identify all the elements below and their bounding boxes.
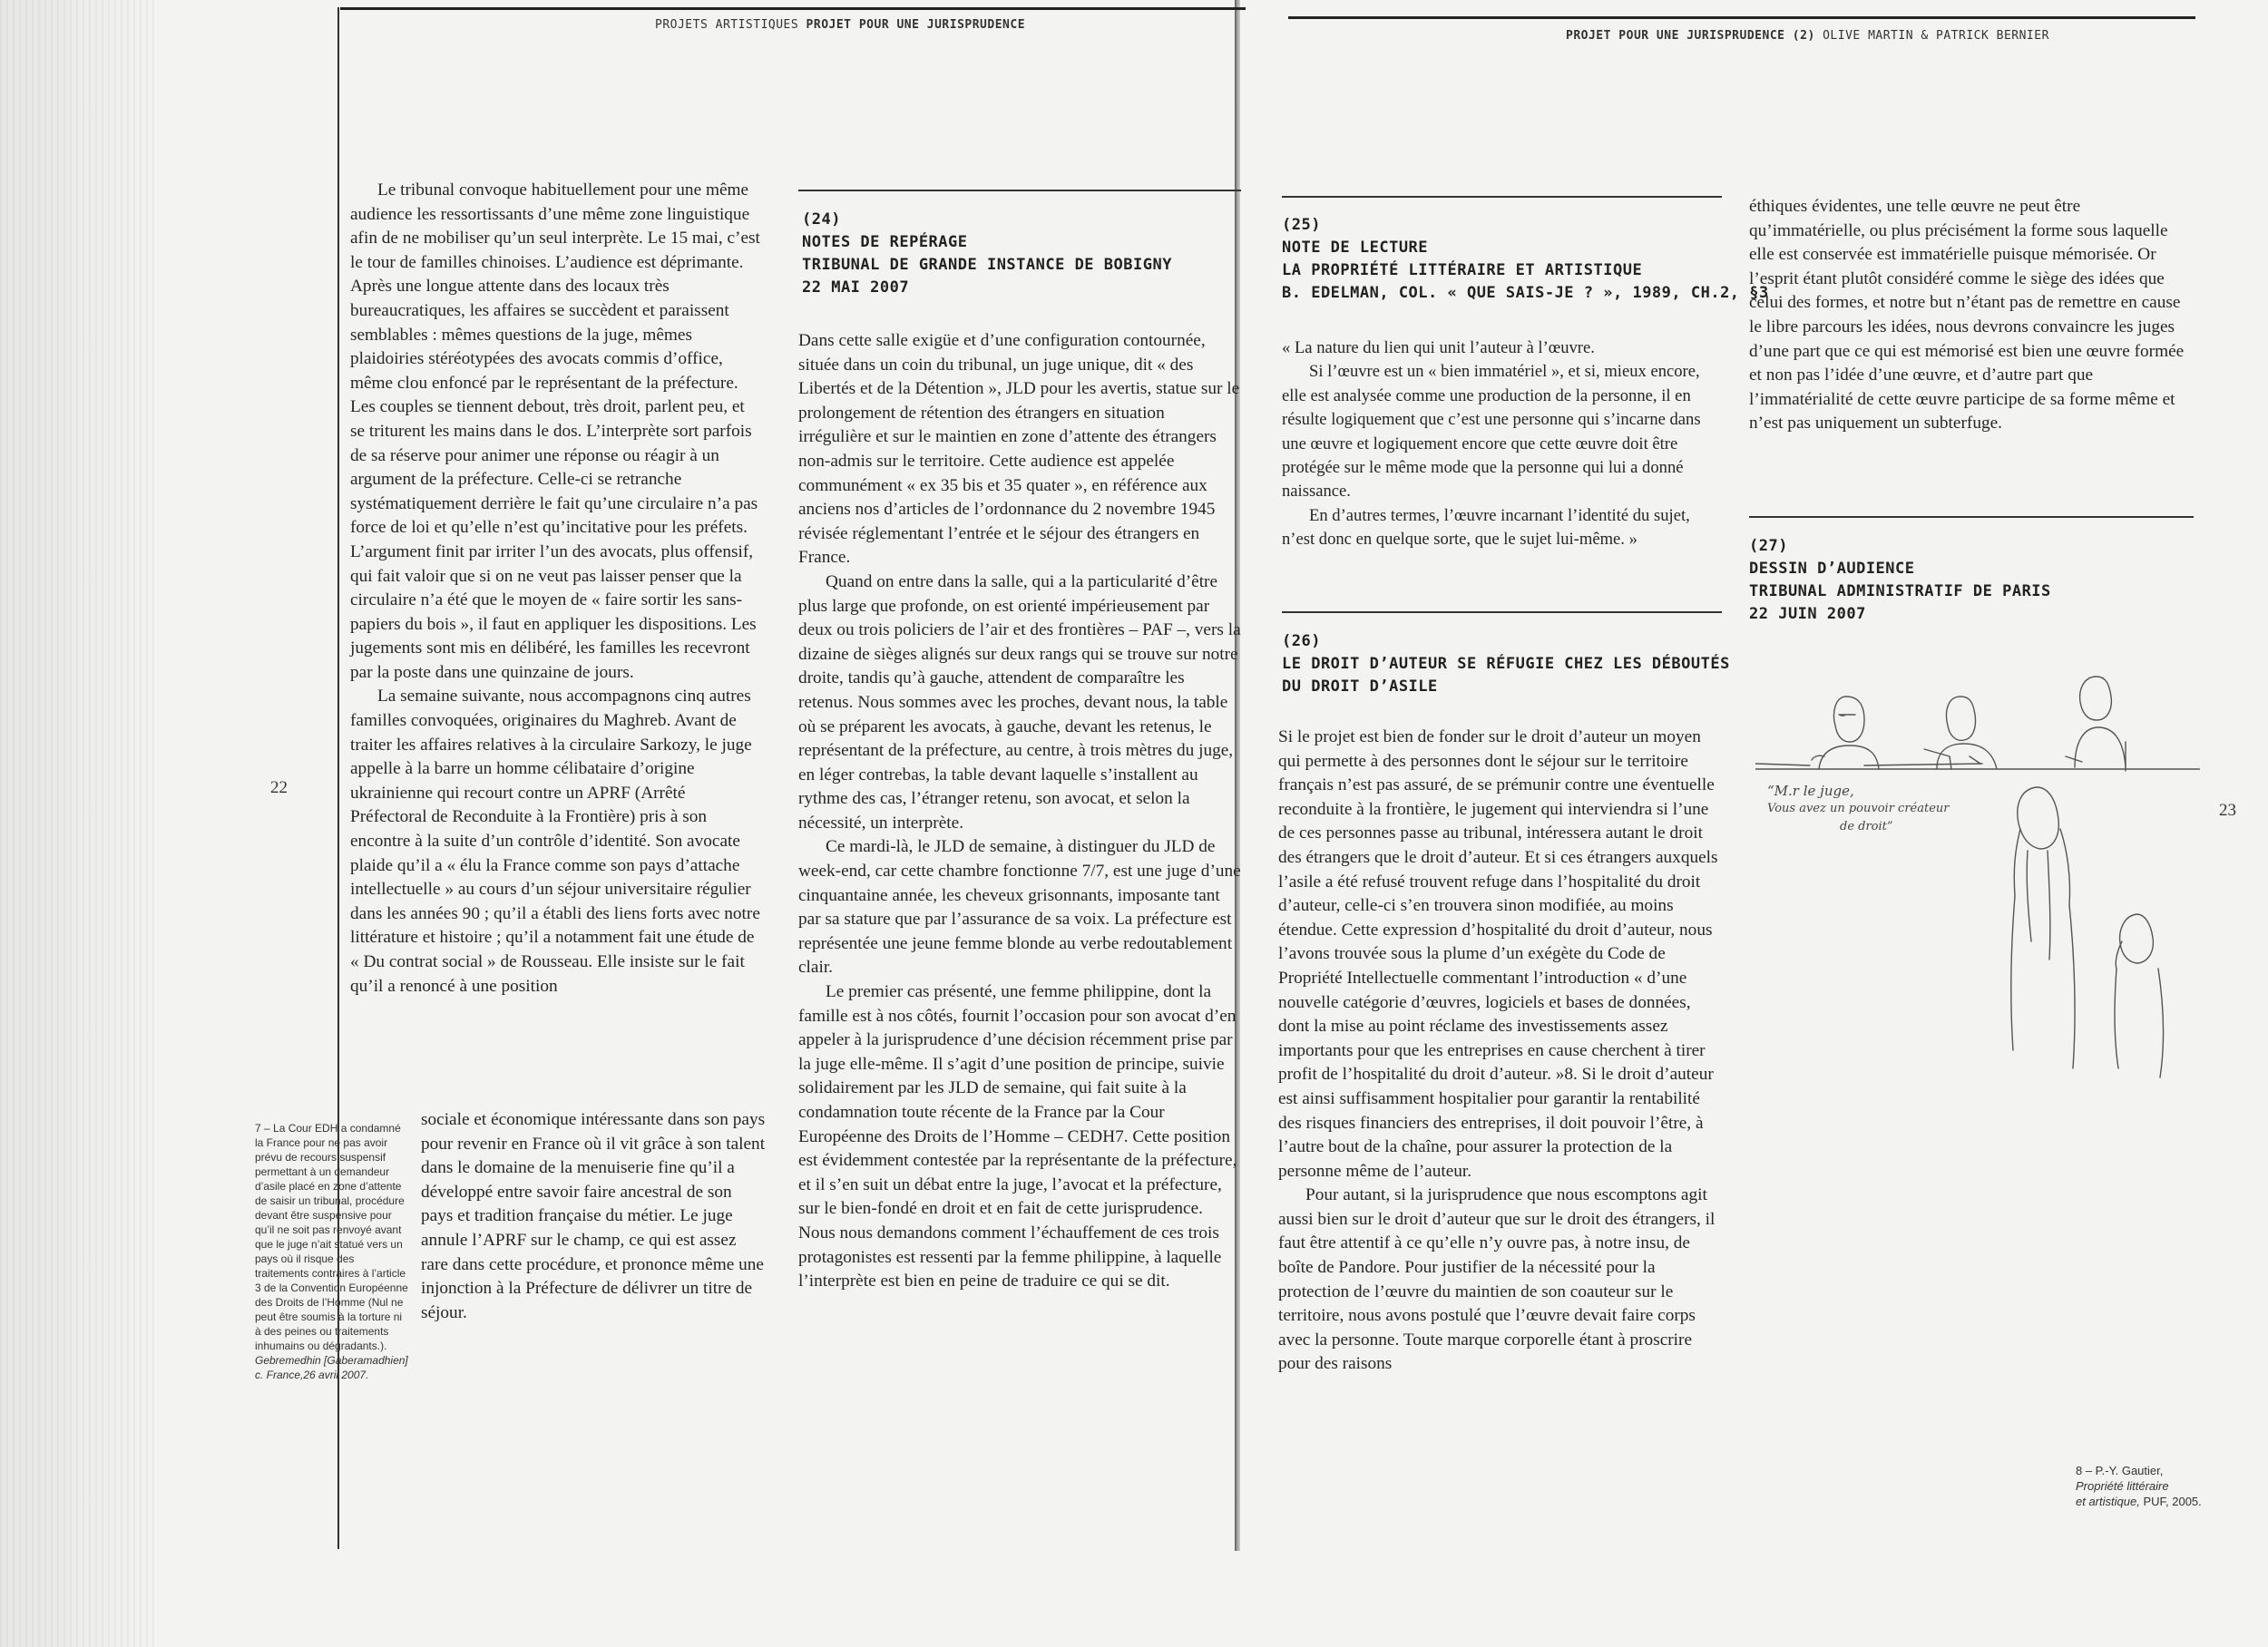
col3-paragraph-1: Si le projet est bien de fonder sur le droit d’auteur un moyen qui permette à des personnes dont le séjour sur le territoire français n’est pas assuré, de se prémunir contre une éventuelle reconduite à la frontière, le jugement qui interviendra si l’une de ces personnes passe au tribunal, intéressera autant le droit des étrangers que le droit d’auteur. Et si ces étrangers auxquels l’asile a été refusé trouvent refuge dans l’hospitalité du droit d’auteur, celle-ci s’en trouvera sinon modifiée, au moins étendue. Cette expression d’hospitalité du droit d’auteur, nous l’avons trouvée sous la plume d’un exégète du Code de Propriété Intellectuelle commentant l’introduction « d’une nouvelle catégorie d’œuvres, logiciels et bases de données, dont la mise au point réclame des investissements assez importants pour que les entreprises en cause cherchent à tirer profit de l’hospitalité du droit d’auteur. »8. Si le droit d’auteur est ainsi suffisamment hospitalier pour garantir la rentabilité des risques financiers des entreprises, il doit pouvoir l’être, à l’autre bout de la chaîne, pour assurer la protection de la personne même de l’auteur. <box>1278 727 1718 1181</box>
col3-paragraph-2: Pour autant, si la jurisprudence que nous escomptons agit aussi bien sur le droit d’auteur que sur le droit des étrangers, il faut être attentif à ce qu’elle n’y ouvre pas, à notre insu, de boîte de Pandore. Pour justifier de la nécessité pour la protection de l’œuvre du maintien de son coauteur sur le territoire, nous avons postulé que l’œuvre devait faire corps avec la personne. Toute marque corporelle étant à proscrire pour des raisons <box>1278 1185 1716 1374</box>
sketch-standing-figure <box>2011 787 2075 1068</box>
section-27-number: (27) <box>1749 537 1788 555</box>
sketch-seated-figure <box>2115 914 2164 1077</box>
section-24-rule <box>798 190 1241 191</box>
handwritten-line-2: Vous avez un pouvoir créateur <box>1767 802 1950 815</box>
sketch-judge-centre <box>1924 697 1997 769</box>
sketch-handwritten-caption <box>1767 782 1994 836</box>
right-running-head <box>1566 29 2049 43</box>
col1-paragraph-2: La semaine suivante, nous accompagnons cinq autres familles convoquées, originaires du Maghreb. Avant de traiter les affaires relatives à la circulaire Sarkozy, le juge appelle à la barre un homme célibataire d’origine ukrainienne qui recourt contre un APRF (Arrêté Préfectoral de Reconduite à la Frontière) pris à son encontre à la suite d’un contrôle d’identité. Son avocate plaide qu’il a « élu la France comme son pays d’attache intellectuelle » au cours d’un séjour universitaire régulier dans les années 90 ; qu’il a établi des liens forts avec notre littérature et histoire ; qu’il a notamment fait une étude de « Du contrat social » de Rousseau. Elle insiste sur le fait qu’il a renoncé à une position <box>350 687 760 996</box>
footnote-7-text: 7 – La Cour EDH a condamné la France pour ne pas avoir prévu de recours suspensif permettant à un demandeur d’asile placé en zone d’attente de saisir un tribunal, procédure devant être suspensive pour qu’il ne soit pas renvoyé avant que le juge n’ait statué vers un pays où il risque des traitements contraires à l’article 3 de la Convention Européenne des Droits de l’Homme (Nul ne peut être soumis à la torture ni à des peines ou traitements inhumains ou dégradants.). <box>255 1122 408 1352</box>
sketch-bench-edge <box>1755 764 1982 765</box>
running-head-title-2: PROJET POUR UNE JURISPRUDENCE (2) <box>1566 29 1815 43</box>
left-top-rule <box>340 7 1246 10</box>
col4-paragraph-1: éthiques évidentes, une telle œuvre ne peut être qu’immatérielle, ou plus précisément la forme sous laquelle elle est conservée est immatérielle puisque mémorisée. Or l’esprit étant plutôt considéré comme le siège des idées que celui des formes, et notre but n’étant pas de remettre en cause le libre parcours les idées, nous devrons convaincre les juges d’une part que ce qui est mémorisé est bien une œuvre formée et non pas l’idée d’une œuvre, et d’autre part que l’immatérialité de cette œuvre participe de sa forme même et n’est pas uniquement un subterfuge. <box>1749 197 2185 434</box>
section-24-date: 22 MAI 2007 <box>802 278 910 297</box>
footnote-7 <box>255 1121 409 1382</box>
scan-left-margin <box>0 0 159 1647</box>
col1-paragraph-1: Le tribunal convoque habituellement pour une même audience les ressortissants d’une même zone linguistique afin de ne mobiliser qu’un seul interprète. Le 15 mai, c’est le tour de familles chinoises. L’audience est déprimante. Après une longue attente dans des locaux très bureaucratiques, les affaires se succèdent et paraissent semblables : mêmes questions de la juge, mêmes plaidoiries stéréotypées des avocats commis d’office, même clou enfoncé par le représentant de la préfecture. Les couples se tiennent debout, très droit, parlent peu, et se triturent les mains dans le dos. L’interprète sort parfois de sa réserve pour animer une réponse ou réagir à un argument de la préfecture. Celle-ci se retranche systématiquement derrière le fait qu’une circulaire n’a pas force de loi et qu’elle n’est qu’incitative pour les préfets. L’argument finit par irriter l’un des avocats, plus offensif, qui fait valoir que si on ne veut pas laisser penser que la circulaire n’a été que le moyen de « faire sortir les sans-papiers du bois », il faut en appliquer les dispositions. Les jugements sont mis en délibéré, les familles les recevront par la poste dans une quinzaine de jours. <box>350 180 760 682</box>
footnote-8-author: 8 – P.-Y. Gautier, <box>2076 1464 2164 1477</box>
footnote-8-publisher: PUF, 2005. <box>2143 1495 2202 1508</box>
section-26-number: (26) <box>1282 632 1321 650</box>
footnote-8-title-2: et artistique, <box>2076 1495 2140 1508</box>
right-top-rule <box>1288 16 2195 19</box>
section-24-heading <box>802 209 1172 299</box>
handwritten-line-3: de droit” <box>1840 820 1893 833</box>
col1-paragraph-2-continued: sociale et économique intéressante dans son pays pour revenir en France où il vit grâce à son talent dans le domaine de la menuiserie fine qu’il a développé entre savoir faire ancestral de son pays et tradition française du métier. Le juge annule l’APRF sur le champ, ce qui est assez rare dans cette procédure, et prononce même une injonction à la Préfecture de délivrer un titre de séjour. <box>421 1110 766 1322</box>
section-24-subtitle: TRIBUNAL DE GRANDE INSTANCE DE BOBIGNY <box>802 256 1172 274</box>
col2-paragraph-4: Le premier cas présenté, une femme philippine, dont la famille est à nos côtés, fournit l’occasion pour son avocat d’en appeler à la jurisprudence d’une décision récemment prise par la juge elle-même. Il s’agit d’une position de principe, suivie solidairement par les JLD de semaine, qui fait suite à la condamnation toute récente de la France par la Cour Européenne des Droits de l’Homme – CEDH7. Cette position est évidemment contestée par la représentante de la préfecture, et il s’en suit un débat entre la juge, l’avocat et la préfecture, sur le bien-fondé en droit et en fait de cette jurisprudence. Nous nous demandons comment l’échauffement de ces trois protagonistes est ressenti par la femme philippine, à laquelle l’interprète est bien en peine de traduire ce qui se dit. <box>798 982 1237 1291</box>
column-2 <box>798 329 1241 1294</box>
column-1-continued <box>421 1108 766 1325</box>
section-27-heading <box>1749 535 2051 626</box>
section-27-rule <box>1749 516 2194 518</box>
sketch-judge-left <box>1812 697 1879 769</box>
section-24-title: NOTES DE REPÉRAGE <box>802 233 968 251</box>
handwritten-line-1: “M.r le juge, <box>1767 783 1854 799</box>
column-1 <box>350 179 763 999</box>
section-27-title: DESSIN D’AUDIENCE <box>1749 560 1915 578</box>
col2-paragraph-2: Quand on entre dans la salle, qui a la particularité d’être plus large que profonde, on est orienté impérieusement par deux ou trois policiers de l’air et des frontières – PAF –, vers la dizaine de sièges alignés sur deux rangs qui se trouve sur notre droite, tandis qu’à gauche, attendent de comparaître les retenus. Nous sommes avec les proches, devant nous, la table où se préparent les avocats, à gauche, devant les retenus, le représentant de la préfecture, au centre, à trois mètres du juge, en léger contrebas, la table devant laquelle s’installent au rythme des cas, l’étranger retenu, son avocat, et selon la nécessité, un interprète. <box>798 571 1241 833</box>
section-26-heading <box>1282 630 1730 698</box>
courtroom-sketch <box>1755 669 2200 1087</box>
footnote-7-citation: Gebremedhin [Gaberamadhien] c. France,26 avril 2007. <box>255 1354 408 1381</box>
footnote-8 <box>2076 1463 2221 1509</box>
section-27-subtitle: TRIBUNAL ADMINISTRATIF DE PARIS <box>1749 582 2051 600</box>
section-25-number: (25) <box>1282 216 1321 234</box>
section-25-quote <box>1282 336 1722 552</box>
folio-left: 22 <box>270 778 288 797</box>
section-24-number: (24) <box>802 210 841 229</box>
column-4 <box>1749 195 2194 436</box>
quote-paragraph-3: En d’autres termes, l’œuvre incarnant l’identité du sujet, n’est donc en quelque sorte, que le sujet lui-même. » <box>1282 505 1690 550</box>
left-running-head <box>655 18 1025 32</box>
section-25-rule <box>1282 196 1722 198</box>
running-head-title: PROJET POUR UNE JURISPRUDENCE <box>806 18 1026 32</box>
quote-paragraph-2: Si l’œuvre est un « bien immatériel », et si, mieux encore, elle est analysée comme une production de la personne, il en résulte logiquement que c’est une personne qui s’incarne dans une œuvre et logiquement encore que cette œuvre doit être protégée sur le même mode que la personne qui lui a donné naissance. <box>1282 362 1701 502</box>
quote-line-1: « La nature du lien qui unit l’auteur à l’œuvre. <box>1282 338 1595 357</box>
section-27-date: 22 JUIN 2007 <box>1749 605 1866 623</box>
sketch-clerk-right <box>2066 677 2126 771</box>
col2-paragraph-3: Ce mardi-là, le JLD de semaine, à distinguer du JLD de week-end, car cette chambre fonctionne 7/7, est une juge d’une cinquantaine année, les cheveux grisonnants, imposante tant par sa stature que par l’assurance de sa voix. La préfecture est représentée une jeune femme blonde au verbe redoutablement clair. <box>798 837 1241 978</box>
section-25-title: NOTE DE LECTURE <box>1282 239 1429 257</box>
folio-right: 23 <box>2219 801 2236 820</box>
footnote-8-title: Propriété littéraire <box>2076 1479 2169 1493</box>
section-26-rule <box>1282 611 1722 613</box>
running-head-authors: OLIVE MARTIN & PATRICK BERNIER <box>1823 29 2049 43</box>
section-25-subtitle: LA PROPRIÉTÉ LITTÉRAIRE ET ARTISTIQUE <box>1282 261 1643 279</box>
section-26-title: LE DROIT D’AUTEUR SE RÉFUGIE CHEZ LES DÉBOUTÉS <box>1282 655 1730 673</box>
section-26-title-line-2: DU DROIT D’ASILE <box>1282 677 1438 696</box>
section-25-heading <box>1282 214 1769 305</box>
running-head-section: PROJETS ARTISTIQUES <box>655 18 799 32</box>
col2-paragraph-1: Dans cette salle exigüe et d’une configuration contournée, située dans un coin du tribunal, un juge unique, dit « des Libertés et de la Détention », JLD pour les avertis, statue sur le prolongement de rétention des étrangers en situation irrégulière et sur le maintien en zone d’attente des étrangers non-admis sur le territoire. Cette audience est appelée communément « ex 35 bis et 35 quater », en référence aux anciens nos d’articles de l’ordonnance du 2 novembre 1945 révisée réglementant l’entrée et le séjour des étrangers en France. <box>798 331 1240 568</box>
section-25-reference: B. EDELMAN, COL. « QUE SAIS-JE ? », 1989, CH.2, §3 <box>1282 284 1769 302</box>
column-3 <box>1278 726 1725 1377</box>
